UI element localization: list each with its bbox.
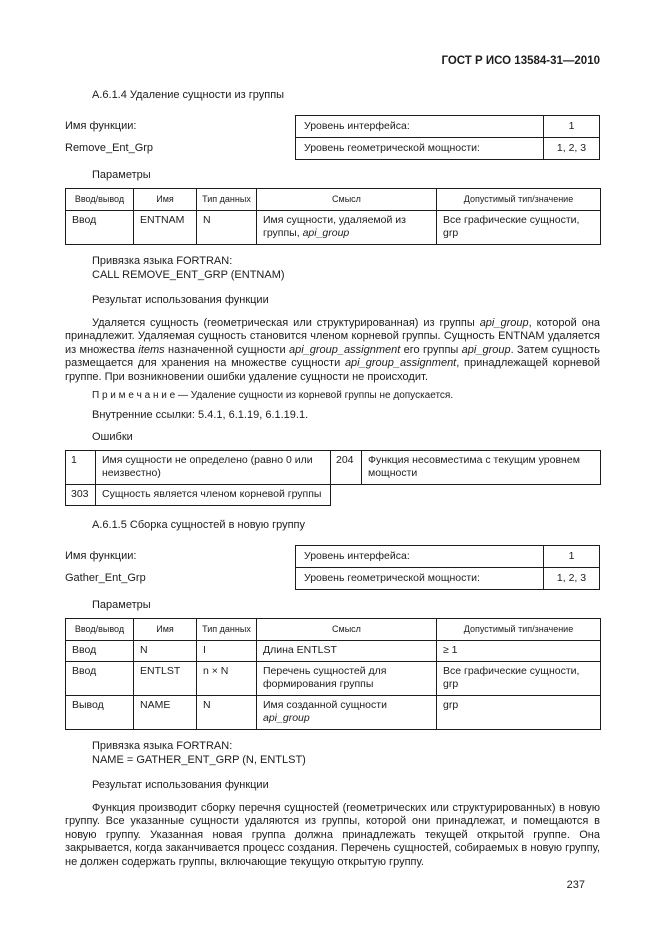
param-type: I [197, 641, 257, 662]
param-allowed: Все графические сущности, grp [437, 211, 601, 245]
col-header-io: Ввод/вывод [66, 188, 134, 211]
parameters-table [65, 188, 601, 246]
document-header: ГОСТ Р ИСО 13584-31—2010 [441, 55, 600, 67]
col-header-meaning: Смысл [257, 618, 437, 641]
param-meaning: Длина ENTLST [257, 641, 437, 662]
param-name: ENTNAM [134, 211, 197, 245]
param-row [66, 211, 601, 245]
param-type: N [197, 211, 257, 245]
power-level-row [296, 568, 600, 590]
table-header-row [66, 618, 601, 641]
interface-level-row [296, 546, 600, 568]
errors-label: Ошибки [92, 431, 133, 443]
page-number: 237 [566, 879, 585, 891]
error-code: 303 [66, 484, 96, 505]
col-header-allowed: Допустимый тип/значение [437, 618, 601, 641]
col-header-meaning: Смысл [257, 188, 437, 211]
param-name: NAME [134, 696, 197, 730]
param-io: Ввод [66, 641, 134, 662]
section-a-6-1-4 [65, 89, 600, 506]
function-name-block [65, 115, 295, 160]
interface-level-row [296, 116, 600, 138]
param-row [66, 641, 601, 662]
param-name: N [134, 641, 197, 662]
body-paragraph: Функция производит сборку перечня сущностей (геометрических или структурированных) в новую группу. Все указанные сущности удаляются из группы, которой они принадлежат, и помещаются в новую группу. Указанная новая группа должна принадлежать текущей открытой группе. Она закрывается, когда заканчивается процесс создания. Перечень сущностей, собираемых в новую группу, не должен содержать группы, включающие текущую открытую группу. [65, 801, 600, 868]
param-type: n × N [197, 662, 257, 696]
levels-table [295, 545, 600, 590]
col-header-io: Ввод/вывод [66, 618, 134, 641]
param-meaning: Имя сущности, удаляемой из группы, api_group [257, 211, 437, 245]
fortran-call: CALL REMOVE_ENT_GRP (ENTNAM) [92, 268, 285, 281]
body-paragraph: Удаляется сущность (геометрическая или структурированная) из группы api_group, которой она принадлежит. Удаляемая сущность становится членом корневой группы. Сущность ENTNAM удаляется из множества items назначенной сущности api_group_assignment его группы api_group. Затем сущность размещается для хранения на множестве сущности api_group_assignment, принадлежащей корневой группе. При возникновении ошибки удаление сущности не происходит. [65, 316, 601, 383]
param-allowed: grp [437, 696, 601, 730]
section-heading: А.6.1.4 Удаление сущности из группы [92, 88, 285, 101]
fortran-label: Привязка языка FORTRAN: [92, 255, 233, 267]
col-header-name: Имя [134, 618, 197, 641]
power-level-row [296, 138, 600, 160]
table-header-row [66, 188, 601, 211]
fortran-label: Привязка языка FORTRAN: [92, 740, 233, 752]
power-level-value: 1, 2, 3 [544, 568, 600, 590]
function-block [65, 545, 600, 590]
param-type: N [197, 696, 257, 730]
error-row [66, 450, 601, 484]
param-io: Вывод [66, 696, 134, 730]
power-level-label: Уровень геометрической мощности: [296, 138, 544, 160]
result-label: Результат использования функции [92, 294, 269, 306]
col-header-type: Тип данных [197, 618, 257, 641]
function-block [65, 115, 600, 160]
interface-level-label: Уровень интерфейса: [296, 546, 544, 568]
param-allowed: Все графические сущности, grp [437, 662, 601, 696]
col-header-type: Тип данных [197, 188, 257, 211]
param-row [66, 662, 601, 696]
error-text: Функция несовместима с текущим уровнем мощности [362, 450, 601, 484]
error-code: 1 [66, 450, 96, 484]
function-name-label: Имя функции: [65, 119, 137, 132]
internal-links: Внутренние ссылки: 5.4.1, 6.1.19, 6.1.19.1. [92, 408, 309, 421]
error-row [66, 484, 601, 505]
levels-table [295, 115, 600, 160]
error-text: Имя сущности не определено (равно 0 или неизвестно) [96, 450, 331, 484]
function-name-label: Имя функции: [65, 549, 137, 562]
param-allowed: ≥ 1 [437, 641, 601, 662]
errors-table [65, 450, 601, 506]
fortran-call: NAME = GATHER_ENT_GRP (N, ENTLST) [92, 753, 306, 766]
error-code: 204 [331, 450, 362, 484]
interface-level-label: Уровень интерфейса: [296, 116, 544, 138]
note: П р и м е ч а н и е — Удаление сущности из корневой группы не допускается. [92, 390, 454, 401]
error-text: Сущность является членом корневой группы [96, 484, 331, 505]
section-heading: А.6.1.5 Сборка сущностей в новую группу [92, 518, 306, 531]
section-a-6-1-5 [65, 519, 600, 870]
parameters-label: Параметры [92, 169, 151, 181]
function-name: Gather_Ent_Grp [65, 572, 146, 584]
function-name: Remove_Ent_Grp [65, 142, 154, 154]
param-meaning: Имя созданной сущности api_group [257, 696, 437, 730]
fortran-binding [92, 740, 600, 767]
param-row [66, 696, 601, 730]
power-level-value: 1, 2, 3 [544, 138, 600, 160]
error-empty-cell [331, 484, 601, 505]
param-io: Ввод [66, 211, 134, 245]
param-name: ENTLST [134, 662, 197, 696]
fortran-binding [92, 255, 600, 282]
parameters-table [65, 618, 601, 731]
interface-level-value: 1 [544, 116, 600, 138]
interface-level-value: 1 [544, 546, 600, 568]
param-meaning: Перечень сущностей для формирования группы [257, 662, 437, 696]
power-level-label: Уровень геометрической мощности: [296, 568, 544, 590]
result-label: Результат использования функции [92, 779, 269, 791]
col-header-name: Имя [134, 188, 197, 211]
param-io: Ввод [66, 662, 134, 696]
col-header-allowed: Допустимый тип/значение [437, 188, 601, 211]
parameters-label: Параметры [92, 599, 151, 611]
function-name-block [65, 545, 295, 590]
